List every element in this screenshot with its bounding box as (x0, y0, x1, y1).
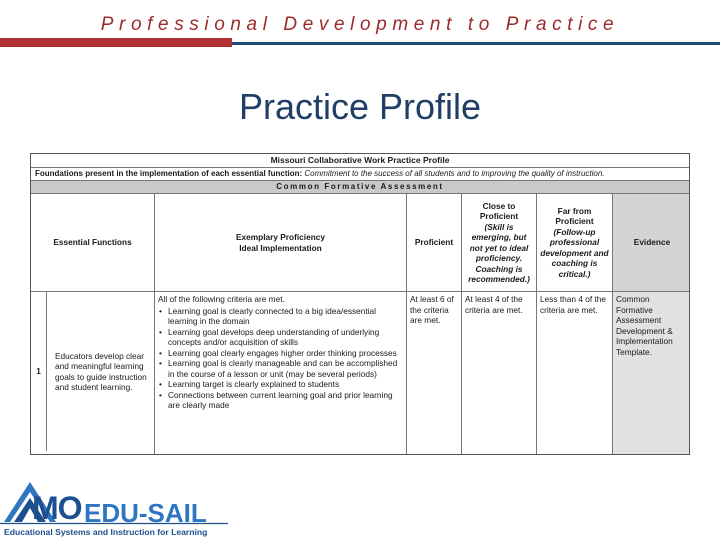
row-close: At least 4 of the criteria are met. (462, 292, 537, 455)
criteria-item: • Learning target is clearly explained to students (158, 379, 403, 390)
criteria-item: • Learning goal is clearly connected to a big idea/essential learning in the domain (158, 306, 403, 327)
profile-grid (31, 194, 689, 455)
slide-title: Practice Profile (238, 86, 482, 127)
logo-mark: MO (32, 490, 82, 526)
col-proficient-label: Proficient (414, 237, 454, 248)
col-evidence (613, 194, 690, 292)
row-function-cell (31, 292, 155, 455)
col-far (537, 194, 613, 292)
foundations-text: Commitment to the success of all students and to improving the quality of instruction. (304, 169, 605, 178)
criteria-item: • Learning goal is clearly manageable and can be accomplished in the course of a lesson or unit (may be several periods) (158, 358, 403, 379)
col-far-title: Far from Proficient (555, 205, 594, 227)
row-number: 1 (31, 292, 47, 451)
header-title: Professional Development to Practice (100, 14, 620, 35)
row-proficient: At least 6 of the criteria are met. (407, 292, 462, 455)
col-far-label (540, 206, 609, 280)
col-close-title: Close to Proficient (479, 200, 519, 221)
col-exemplary-label (236, 232, 325, 253)
logo-name: EDU-SAIL (84, 498, 207, 528)
col-proficient (407, 194, 462, 292)
row-exemplary-cell (155, 292, 407, 455)
col-close (462, 194, 537, 292)
profile-title: Missouri Collaborative Work Practice Profile (31, 154, 689, 168)
practice-profile-table (30, 153, 690, 455)
col-essential-functions-label: Essential Functions (53, 237, 132, 248)
section-header: Common Formative Assessment (31, 181, 689, 194)
criteria-list (158, 306, 403, 411)
criteria-item: • Connections between current learning goal and prior learning are clearly made (158, 390, 403, 411)
col-close-sub: (Skill is emerging, but not yet to ideal proficiency. Coaching is recommended.) (468, 221, 530, 284)
col-far-sub: (Follow-up professional development and coaching is critical.) (540, 226, 609, 279)
col-exemplary (155, 194, 407, 292)
criteria-item: • Learning goal clearly engages higher order thinking processes (158, 348, 403, 359)
profile-foundations (31, 168, 689, 181)
row-evidence: Common Formative Assessment Development & Implementation Template. (613, 292, 690, 455)
criteria-intro: All of the following criteria are met. (158, 294, 285, 304)
col-exemplary-title: Exemplary Proficiency (235, 232, 325, 242)
row-function: Educators develop clear and meaningful learning goals to guide instruction and student learning. (55, 350, 147, 392)
col-essential-functions (31, 194, 155, 292)
logo-tagline: Educational Systems and Instruction for Learning (4, 527, 208, 537)
header-rule-red (0, 38, 232, 47)
header-rule-blue (232, 42, 720, 45)
foundations-label: Foundations present in the implementation of each essential function: (35, 169, 303, 178)
col-close-label (465, 201, 533, 285)
row-far: Less than 4 of the criteria are met. (537, 292, 613, 455)
col-exemplary-sub: Ideal Implementation (239, 242, 322, 253)
col-evidence-label: Evidence (633, 237, 671, 248)
criteria-item: • Learning goal develops deep understanding of underlying concepts and/or acquisition of skills (158, 327, 403, 348)
